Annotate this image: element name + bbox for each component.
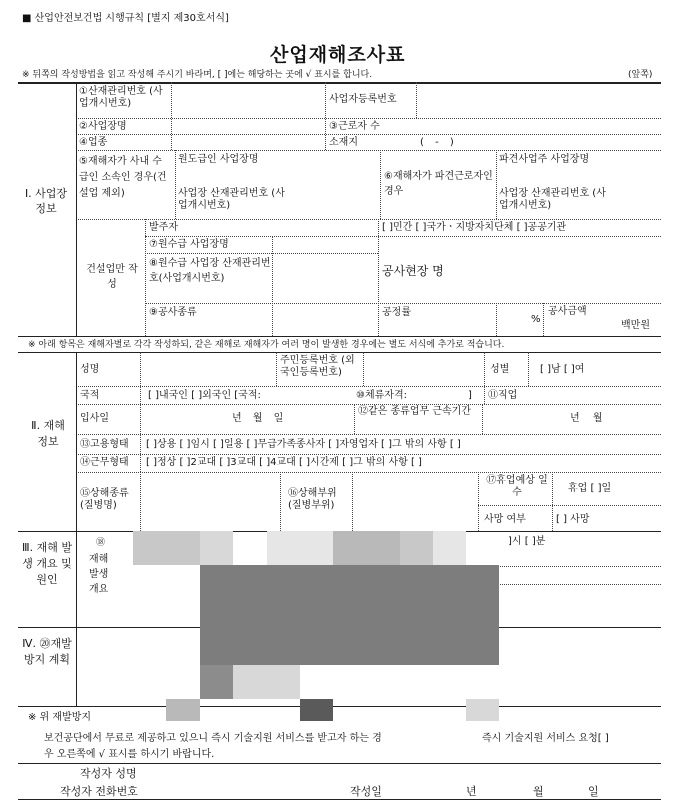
resident-no-label: 주민등록번호 (외국인등록번호) [280, 355, 355, 378]
written-date-label: 작성일 [350, 785, 382, 798]
page-title: 산업재해조사표 [270, 44, 406, 66]
page-side-label: (앞쪽) [628, 70, 653, 80]
work-shift-options[interactable]: [ ]정상 [ ]2교대 [ ]3교대 [ ]4교대 [ ]시간제 [ ]그 밖의 사항 [ ] [146, 457, 422, 468]
amount-unit: 백만원 [621, 320, 650, 331]
prime-contractor-label: ⑦원수급 사업장명 [149, 239, 229, 250]
work-type-label: ⑨공사종류 [149, 307, 197, 318]
name-label: 성명 [80, 364, 100, 375]
visa-label: ⑩체류자격: [356, 390, 407, 401]
death-label: 사망 여부 [484, 514, 526, 525]
section3-row3: 개요 [89, 584, 109, 595]
section3-row1: 재해 [89, 554, 109, 565]
section3-number: ⑱ [96, 538, 106, 548]
section2-label: Ⅱ. 재해 정보 [31, 419, 65, 448]
employment-label: ⑬고용형태 [80, 439, 129, 450]
written-year-label: 년 [466, 785, 477, 798]
gender-label: 성별 [490, 364, 510, 375]
progress-label: 공정률 [382, 307, 411, 318]
same-work-value: 년 월 [570, 413, 603, 424]
location-value: ( - ) [420, 137, 458, 148]
injury-part-label: ⑯상해부위 (질병부위) [288, 488, 337, 511]
writer-name-label: 작성자 성명 [80, 767, 137, 780]
accident-time-tail: ]시 [ ]분 [508, 536, 546, 547]
section1-label: Ⅰ. 사업장 정보 [24, 187, 68, 215]
job-label: ⑪직업 [488, 390, 518, 401]
section-note: ※ 아래 항목은 재해자별로 각각 작성하되, 같은 재해로 재해자가 여러 명이 발생한 경우에는 별도 서식에 추가로 적습니다. [28, 340, 505, 350]
section4-label: Ⅳ. ⑳재발 방지 계획 [22, 637, 72, 666]
prime-contractor-mgmt-label: ⑧원수급 사업장 산재관리번호(사업개시번호) [149, 258, 271, 284]
biz-reg-no-label: 사업자등록번호 [329, 94, 397, 105]
nationality-options[interactable]: [ ]내국인 [ ]외국인 [국적: [148, 390, 261, 401]
instructions-note: ※ 뒤쪽의 작성방법을 읽고 작성해 주시기 바라며, [ ]에는 해당하는 곳에 √ 표시를 합니다. [22, 70, 373, 80]
percent-unit: % [531, 314, 541, 325]
hire-date-value: 년 월 일 [232, 413, 284, 424]
orderer-label: 발주자 [149, 222, 178, 233]
industry-label: ④업종 [79, 137, 108, 148]
death-value[interactable]: [ ] 사망 [556, 514, 590, 525]
location-label: 소재지 [329, 137, 358, 148]
dispatch-name-label: 파견사업주 사업장명 [499, 154, 590, 165]
written-day-label: 일 [588, 785, 599, 798]
amount-label: 공사금액 [548, 306, 587, 317]
section3-label: Ⅲ. 재해 발생 개요 및 원인 [22, 541, 72, 586]
lost-days-label: ⑰휴업예상 일수 [486, 475, 548, 498]
nationality-label: 국적 [80, 390, 100, 401]
work-shift-label: ⑭근무형태 [80, 457, 129, 468]
dispatch-mgmt-label: 사업장 산재관리번호 (사업개시번호) [499, 188, 606, 211]
footer-line2: 보건공단에서 무료로 제공하고 있으니 즉시 기술지원 서비스를 받고자 하는 경 [44, 733, 382, 744]
orderer-type-options[interactable]: [ ]민간 [ ]국가ㆍ지방자치단체 [ ]공공기관 [382, 222, 567, 233]
footer-line3: 우 오른쪽에 √ 표시를 하시기 바랍니다. [44, 749, 215, 760]
section3-row2: 발생 [89, 569, 109, 580]
written-month-label: 월 [533, 785, 544, 798]
subcontract-label: ⑤재해자가 사내 수급인 소속인 경우(건설업 제외) [79, 156, 167, 199]
visa-bracket-close: ] [468, 390, 472, 401]
injury-type-label: ⑮상해종류 (질병명) [80, 488, 129, 511]
construction-only-label: 건설업만 작성 [86, 264, 138, 290]
gender-options[interactable]: [ ]남 [ ]여 [540, 364, 585, 375]
hire-date-label: 입사일 [80, 413, 109, 424]
prime-mgmt-label: 사업장 산재관리번호 (사업개시번호) [178, 188, 285, 211]
dispatch-label: ⑥재해자가 파견근로자인 경우 [384, 171, 493, 197]
lost-days-value[interactable]: 휴업 [ ]일 [568, 483, 612, 494]
workers-label: ③근로자 수 [329, 121, 380, 132]
employment-options[interactable]: [ ]상용 [ ]임시 [ ]일용 [ ]무급가족종사자 [ ]자영업자 [ ]그 밖의 사항 [ ] [146, 439, 461, 450]
writer-phone-label: 작성자 전화번호 [60, 785, 138, 798]
site-name-label: 공사현장 명 [382, 264, 444, 278]
mgmt-no-label: ①산재관리번호 (사업개시번호) [79, 86, 163, 109]
prime-name-label: 원도급인 사업장명 [178, 154, 259, 165]
workplace-name-label: ②사업장명 [79, 121, 127, 132]
same-work-label: ⑫같은 종류업무 근속기간 [358, 406, 471, 417]
footer-line1: ※ 위 재발방지 [28, 712, 92, 723]
regulation-label: ■ 산업안전보건법 시행규칙 [별지 제30호서식] [22, 13, 229, 24]
tech-support-request[interactable]: 즉시 기술지원 서비스 요청[ ] [482, 733, 609, 744]
